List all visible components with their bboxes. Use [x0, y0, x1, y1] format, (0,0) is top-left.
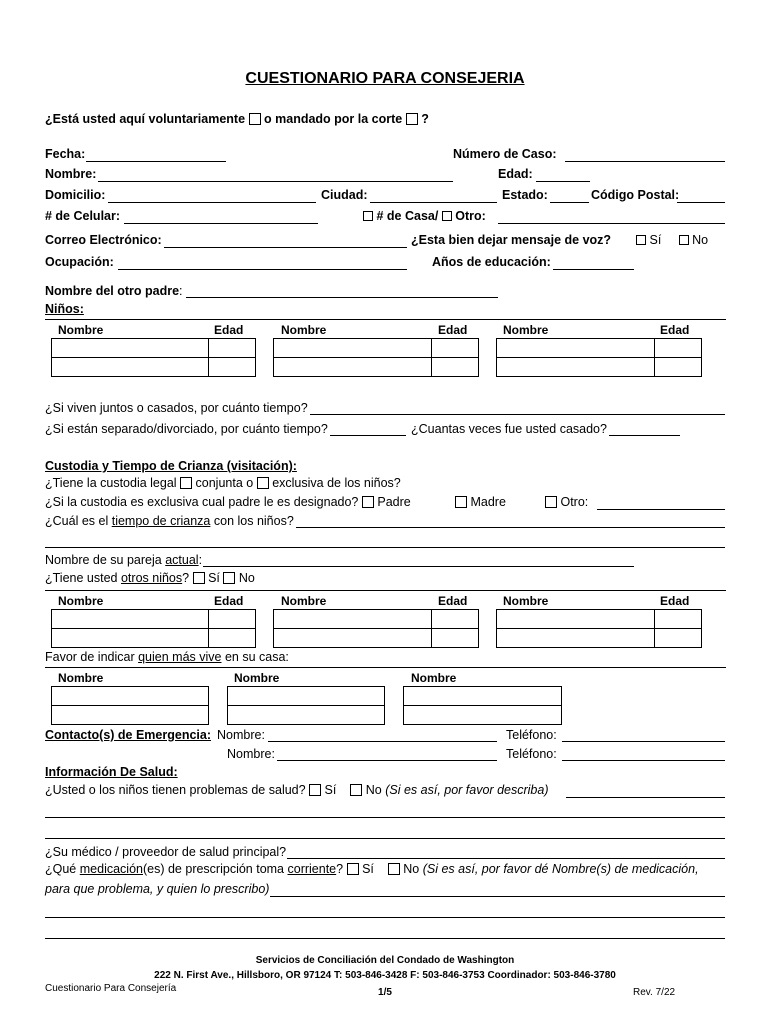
- otros-ninos-cell[interactable]: [274, 629, 432, 648]
- otros-ninos-table-1: [51, 609, 256, 648]
- medicacion-label-underlined: medicación: [79, 862, 143, 876]
- casa-col-nombre-2: Nombre: [234, 671, 280, 685]
- otros-col-nombre-3: Nombre: [503, 594, 549, 608]
- otros-ninos-cell[interactable]: [432, 629, 479, 648]
- custodia-otro-label: Otro:: [560, 495, 589, 509]
- ninos-cell[interactable]: [209, 358, 256, 377]
- emergencia-nombre-field-1[interactable]: [268, 741, 497, 742]
- pareja-field[interactable]: [203, 566, 634, 567]
- otros-ninos-table-2: [273, 609, 479, 648]
- otros-ninos-cell[interactable]: [52, 629, 209, 648]
- salud-si-checkbox[interactable]: [309, 784, 321, 796]
- crianza-row: [45, 514, 294, 528]
- otros-ninos-si-label: Sí: [208, 571, 220, 585]
- custodia-otro-checkbox[interactable]: [545, 496, 557, 508]
- otros-col-edad-2: Edad: [438, 594, 468, 608]
- otros-ninos-cell[interactable]: [52, 610, 209, 629]
- separado-label: ¿Si están separado/divorciado, por cuánto tiempo?: [45, 422, 328, 436]
- estado-label: Estado:: [502, 188, 548, 202]
- ninos-col-nombre-1: Nombre: [58, 323, 104, 337]
- footer-page: 1/5: [378, 987, 392, 998]
- intro-label-voluntary: ¿Está usted aquí voluntariamente: [45, 112, 246, 126]
- pareja-label-start: Nombre de su pareja: [45, 553, 162, 567]
- casa-label-end: en su casa:: [224, 650, 289, 664]
- fecha-label: Fecha:: [45, 147, 86, 161]
- separado-field[interactable]: [330, 435, 406, 436]
- medicacion-si-checkbox[interactable]: [347, 863, 359, 875]
- ninos-cell[interactable]: [52, 358, 209, 377]
- otros-ninos-label-underlined: otros niños: [120, 571, 183, 585]
- mensaje-voz-label: ¿Esta bien dejar mensaje de voz?: [411, 233, 612, 247]
- ciudad-label: Ciudad:: [321, 188, 368, 202]
- salud-heading: Información De Salud:: [45, 765, 178, 779]
- otro-padre-colon: :: [179, 284, 183, 298]
- salud-describa-field[interactable]: [566, 797, 725, 798]
- casa-row: [45, 650, 289, 664]
- codigo-postal-label: Código Postal:: [591, 188, 680, 202]
- salud-si-label: Sí: [324, 783, 337, 797]
- ninos-table-3: [496, 338, 702, 377]
- medico-field[interactable]: [287, 858, 725, 859]
- pareja-row: [45, 553, 202, 567]
- emergencia-telefono-field-2[interactable]: [562, 760, 725, 761]
- ninos-cell[interactable]: [209, 339, 256, 358]
- custodia-exclusiva-label: exclusiva de los niños?: [272, 476, 401, 490]
- mensaje-no-label: No: [692, 233, 709, 247]
- medicacion-no-checkbox[interactable]: [388, 863, 400, 875]
- medico-label: ¿Su médico / proveedor de salud principal?: [45, 845, 287, 859]
- casa-table-3: [403, 686, 562, 725]
- casa-cell[interactable]: [404, 687, 562, 706]
- otros-ninos-cell[interactable]: [209, 629, 256, 648]
- ninos-cell[interactable]: [52, 339, 209, 358]
- ninos-rule: [45, 319, 726, 320]
- otro-padre-label: [45, 284, 183, 298]
- casa-col-nombre-1: Nombre: [58, 671, 104, 685]
- custodia-otro-field[interactable]: [597, 509, 725, 510]
- page-title: CUESTIONARIO PARA CONSEJERIA: [245, 70, 525, 87]
- casa-checkbox[interactable]: [363, 211, 373, 221]
- intro-question: [45, 112, 429, 126]
- medicacion-label-start: ¿Qué: [45, 862, 77, 876]
- crianza-field[interactable]: [296, 527, 725, 528]
- emergencia-telefono-label-1: Teléfono:: [506, 728, 557, 742]
- juntos-field[interactable]: [310, 414, 725, 415]
- nombre-field[interactable]: [98, 181, 453, 182]
- emergencia-nombre-label-1: Nombre:: [217, 728, 265, 742]
- salud-problemas-row: [45, 783, 548, 797]
- otros-ninos-cell[interactable]: [274, 610, 432, 629]
- ninos-col-edad-3: Edad: [660, 323, 690, 337]
- domicilio-field[interactable]: [108, 202, 316, 203]
- correo-field[interactable]: [164, 247, 407, 248]
- otros-col-edad-3: Edad: [660, 594, 690, 608]
- mensaje-si-label: Sí: [649, 233, 662, 247]
- otros-ninos-cell[interactable]: [655, 629, 702, 648]
- ninos-col-nombre-2: Nombre: [281, 323, 327, 337]
- medicacion-row: [45, 862, 699, 876]
- salud-describa-field-2[interactable]: [45, 817, 725, 818]
- casa-label-start: Favor de indicar: [45, 650, 135, 664]
- ninos-cell[interactable]: [655, 358, 702, 377]
- veces-casado-field[interactable]: [609, 435, 680, 436]
- anos-educacion-field[interactable]: [553, 269, 634, 270]
- otros-col-nombre-1: Nombre: [58, 594, 104, 608]
- custodia-conjunta-checkbox[interactable]: [180, 477, 192, 489]
- salud-no-label: No: [365, 783, 382, 797]
- celular-label: # de Celular:: [45, 209, 121, 223]
- emergencia-nombre-field-2[interactable]: [277, 760, 497, 761]
- otros-ninos-si-checkbox[interactable]: [193, 572, 205, 584]
- otro-padre-text: Nombre del otro padre: [45, 284, 180, 298]
- casa-table-2: [227, 686, 385, 725]
- ninos-col-edad-2: Edad: [438, 323, 468, 337]
- domicilio-label: Domicilio:: [45, 188, 106, 202]
- otros-ninos-cell[interactable]: [497, 610, 655, 629]
- codigo-postal-field[interactable]: [677, 202, 725, 203]
- casa-cell[interactable]: [52, 706, 209, 725]
- ninos-cell[interactable]: [655, 339, 702, 358]
- medicacion-label-mid: (es) de prescripción toma: [142, 862, 285, 876]
- salud-describa-note: (Si es así, por favor describa): [385, 783, 549, 797]
- emergencia-telefono-label-2: Teléfono:: [506, 747, 557, 761]
- ninos-cell[interactable]: [274, 358, 432, 377]
- madre-label: Madre: [470, 495, 506, 509]
- ninos-heading: Niños:: [45, 302, 84, 316]
- emergencia-nombre-label-2: Nombre:: [227, 747, 275, 761]
- ninos-table-1: [51, 338, 256, 377]
- custodia-designado-row: [45, 495, 411, 509]
- juntos-label: ¿Si viven juntos o casados, por cuánto tiempo?: [45, 401, 308, 415]
- padre-checkbox[interactable]: [362, 496, 374, 508]
- medicacion-label-corriente: corriente: [287, 862, 337, 876]
- ninos-cell[interactable]: [432, 339, 479, 358]
- otros-col-nombre-2: Nombre: [281, 594, 327, 608]
- madre-checkbox[interactable]: [455, 496, 467, 508]
- medicacion-label-end: ?: [336, 862, 344, 876]
- custodia-otro-option: [545, 495, 588, 509]
- medicacion-field-2[interactable]: [45, 917, 725, 918]
- ocupacion-field[interactable]: [118, 269, 407, 270]
- crianza-label-underlined: tiempo de crianza: [111, 514, 211, 528]
- custodia-conjunta-label: conjunta o: [195, 476, 254, 490]
- otros-ninos-cell[interactable]: [432, 610, 479, 629]
- footer-doc-name: Cuestionario Para Consejería: [45, 983, 177, 994]
- medicacion-field[interactable]: [270, 896, 725, 897]
- casa-cell[interactable]: [52, 687, 209, 706]
- crianza-field-2[interactable]: [45, 547, 725, 548]
- estado-field[interactable]: [550, 202, 589, 203]
- casa-table-1: [51, 686, 209, 725]
- custodia-heading: Custodia y Tiempo de Crianza (visitación):: [45, 459, 297, 473]
- casa-cell[interactable]: [404, 706, 562, 725]
- ninos-cell[interactable]: [497, 339, 655, 358]
- crianza-label-start: ¿Cuál es el: [45, 514, 109, 528]
- mensaje-voz-options: [636, 233, 708, 247]
- otros-ninos-rule: [45, 590, 726, 591]
- footer-address: 222 N. First Ave., Hillsboro, OR 97124 T: 503-846-3428 F: 503-846-3753 Coordinador: 503-846-3780: [154, 970, 616, 981]
- court-ordered-checkbox[interactable]: [406, 113, 418, 125]
- ninos-table-2: [273, 338, 479, 377]
- emergencia-telefono-field-1[interactable]: [562, 741, 725, 742]
- custodia-exclusiva-checkbox[interactable]: [257, 477, 269, 489]
- intro-label-end: ?: [421, 112, 429, 126]
- correo-label: Correo Electrónico:: [45, 233, 162, 247]
- otros-ninos-no-checkbox[interactable]: [223, 572, 235, 584]
- otros-ninos-cell[interactable]: [497, 629, 655, 648]
- custodia-legal-row: [45, 476, 401, 490]
- casa-col-nombre-3: Nombre: [411, 671, 457, 685]
- edad-label: Edad:: [498, 167, 533, 181]
- otros-ninos-label-start: ¿Tiene usted: [45, 571, 118, 585]
- mensaje-si-checkbox[interactable]: [636, 235, 646, 245]
- fecha-field[interactable]: [86, 161, 226, 162]
- otros-ninos-cell[interactable]: [209, 610, 256, 629]
- otro-checkbox[interactable]: [442, 211, 452, 221]
- intro-label-court: o mandado por la corte: [264, 112, 403, 126]
- mensaje-no-checkbox[interactable]: [679, 235, 689, 245]
- numero-caso-field[interactable]: [565, 161, 725, 162]
- medicacion-note-2: para que problema, y quien lo prescribo): [45, 882, 270, 896]
- ninos-cell[interactable]: [497, 358, 655, 377]
- otros-ninos-label-end: ?: [182, 571, 190, 585]
- telefono-options: [363, 209, 486, 223]
- ninos-col-edad-1: Edad: [214, 323, 244, 337]
- padre-label: Padre: [377, 495, 411, 509]
- pareja-label-end: :: [198, 553, 203, 567]
- medicacion-note: (Si es así, por favor dé Nombre(s) de medicación,: [422, 862, 699, 876]
- numero-caso-label: Número de Caso:: [453, 147, 557, 161]
- emergencia-heading: Contacto(s) de Emergencia:: [45, 728, 212, 742]
- custodia-legal-label: ¿Tiene la custodia legal: [45, 476, 177, 490]
- otro-telefono-field[interactable]: [498, 223, 725, 224]
- otros-ninos-cell[interactable]: [655, 610, 702, 629]
- salud-problemas-label: ¿Usted o los niños tienen problemas de salud?: [45, 783, 306, 797]
- ocupacion-label: Ocupación:: [45, 255, 114, 269]
- footer-org: Servicios de Conciliación del Condado de Washington: [255, 955, 515, 966]
- casa-label: # de Casa/: [376, 209, 439, 223]
- otro-label: Otro:: [455, 209, 486, 223]
- salud-no-checkbox[interactable]: [350, 784, 362, 796]
- casa-rule: [45, 667, 726, 668]
- madre-option: [455, 495, 506, 509]
- otro-padre-field[interactable]: [186, 297, 498, 298]
- salud-describa-field-3[interactable]: [45, 838, 725, 839]
- ninos-col-nombre-3: Nombre: [503, 323, 549, 337]
- ninos-cell[interactable]: [432, 358, 479, 377]
- anos-educacion-label: Años de educación:: [432, 255, 551, 269]
- medicacion-no-label: No: [403, 862, 420, 876]
- medicacion-si-label: Sí: [362, 862, 374, 876]
- edad-field[interactable]: [536, 181, 590, 182]
- ciudad-field[interactable]: [370, 202, 497, 203]
- medicacion-field-3[interactable]: [45, 938, 725, 939]
- celular-field[interactable]: [124, 223, 318, 224]
- otros-col-edad-1: Edad: [214, 594, 244, 608]
- footer-rev: Rev. 7/22: [633, 987, 676, 998]
- otros-ninos-no-label: No: [238, 571, 255, 585]
- casa-cell[interactable]: [228, 706, 385, 725]
- voluntary-checkbox[interactable]: [249, 113, 261, 125]
- otros-ninos-table-3: [496, 609, 702, 648]
- veces-casado-label: ¿Cuantas veces fue usted casado?: [411, 422, 607, 436]
- pareja-label-actual: actual: [165, 553, 199, 567]
- casa-cell[interactable]: [228, 687, 385, 706]
- casa-label-underlined: quien más vive: [138, 650, 222, 664]
- ninos-cell[interactable]: [274, 339, 432, 358]
- otros-ninos-row: [45, 571, 255, 585]
- nombre-label: Nombre:: [45, 167, 97, 181]
- custodia-designado-label: ¿Si la custodia es exclusiva cual padre le es designado?: [45, 495, 359, 509]
- crianza-label-end: con los niños?: [213, 514, 294, 528]
